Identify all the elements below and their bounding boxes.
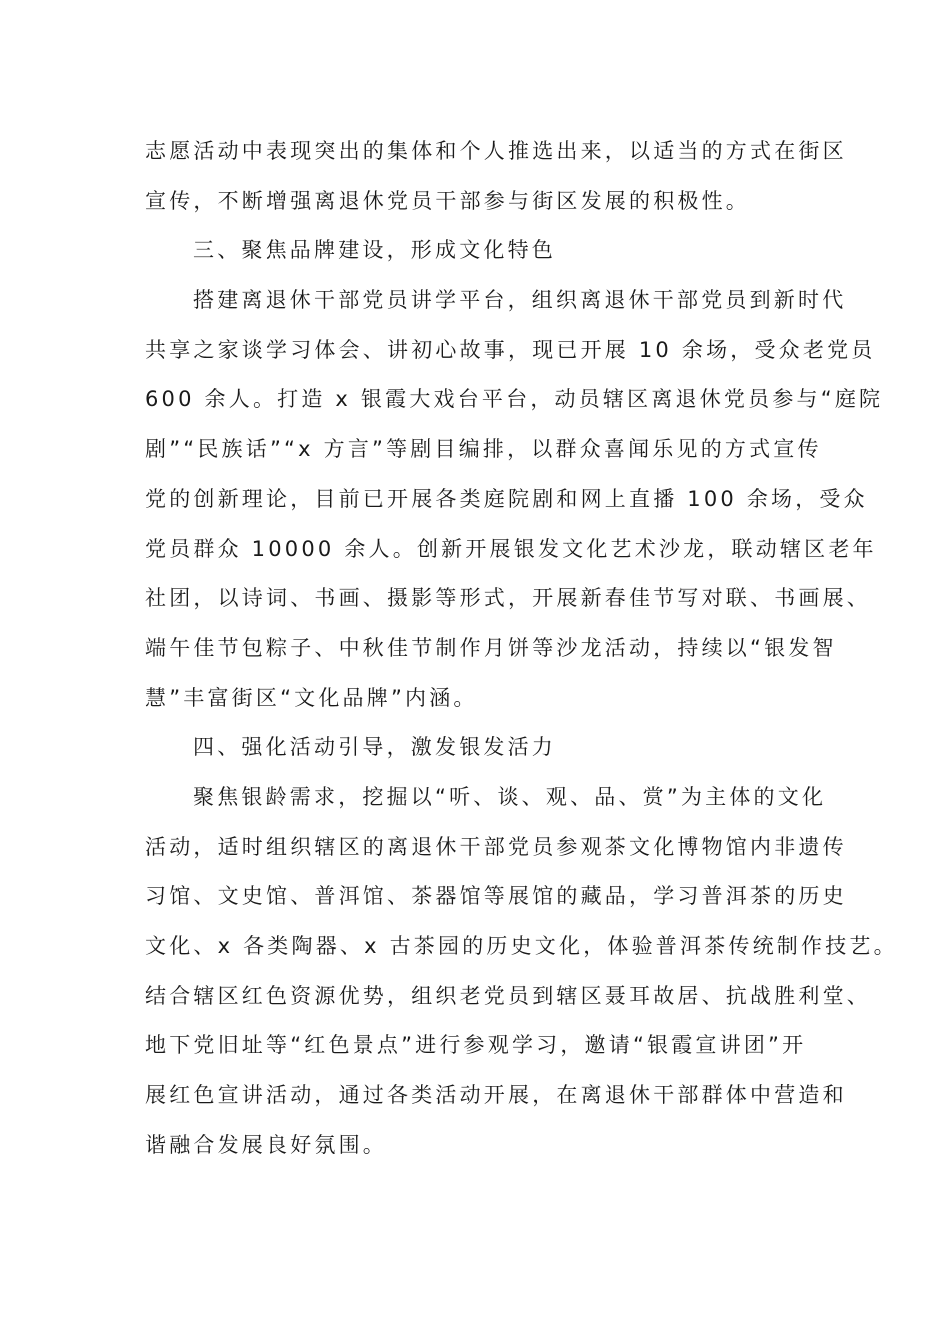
text-line: 地下党旧址等“红色景点”进行参观学习，邀请“银霞宣讲团”开 <box>145 1033 807 1058</box>
text-line: 志愿活动中表现突出的集体和个人推选出来，以适当的方式在街区 <box>145 139 847 163</box>
text-line: 剧”“民族话”“x 方言”等剧目编排，以群众喜闻乐见的方式宣传 <box>145 437 822 462</box>
text-line: 文化、x 各类陶器、x 古茶园的历史文化，体验普洱茶传统制作技艺。 <box>145 934 898 958</box>
text-line: 党员群众 10000 余人。创新开展银发文化艺术沙龙，联动辖区老年 <box>145 536 877 561</box>
text-line: 结合辖区红色资源优势，组织老党员到辖区聂耳故居、抗战胜利堂、 <box>145 983 871 1008</box>
text-line: 四、强化活动引导，激发银发活力 <box>193 735 556 760</box>
text-line: 党的创新理论，目前已开展各类庭院剧和网上直播 100 余场，受众 <box>145 486 868 511</box>
text-line: 活动，适时组织辖区的离退休干部党员参观茶文化博物馆内非遗传 <box>145 834 847 859</box>
text-line: 三、聚焦品牌建设，形成文化特色 <box>193 238 556 263</box>
document-body <box>145 127 898 1170</box>
text-line: 社团，以诗词、书画、摄影等形式，开展新春佳节写对联、书画展、 <box>145 586 871 611</box>
text-line: 习馆、文史馆、普洱馆、茶器馆等展馆的藏品，学习普洱茶的历史 <box>145 884 847 909</box>
text-line: 端午佳节包粽子、中秋佳节制作月饼等沙龙活动，持续以“银发智 <box>145 635 837 660</box>
text-line: 600 余人。打造 x 银霞大戏台平台，动员辖区离退休党员参与“庭院 <box>145 387 884 412</box>
text-line: 谐融合发展良好氛围。 <box>145 1132 387 1157</box>
text-line: 宣传，不断增强离退休党员干部参与街区发展的积极性。 <box>145 188 750 213</box>
text-line: 共享之家谈学习体会、讲初心故事，现已开展 10 余场，受众老党员 <box>145 337 876 362</box>
text-line: 展红色宣讲活动，通过各类活动开展，在离退休干部群体中营造和 <box>145 1083 847 1108</box>
text-line: 聚焦银龄需求，挖掘以“听、谈、观、品、赏”为主体的文化 <box>193 784 827 809</box>
text-line: 搭建离退休干部党员讲学平台，组织离退休干部党员到新时代 <box>193 288 847 313</box>
text-line: 慧”丰富街区“文化品牌”内涵。 <box>145 685 478 710</box>
